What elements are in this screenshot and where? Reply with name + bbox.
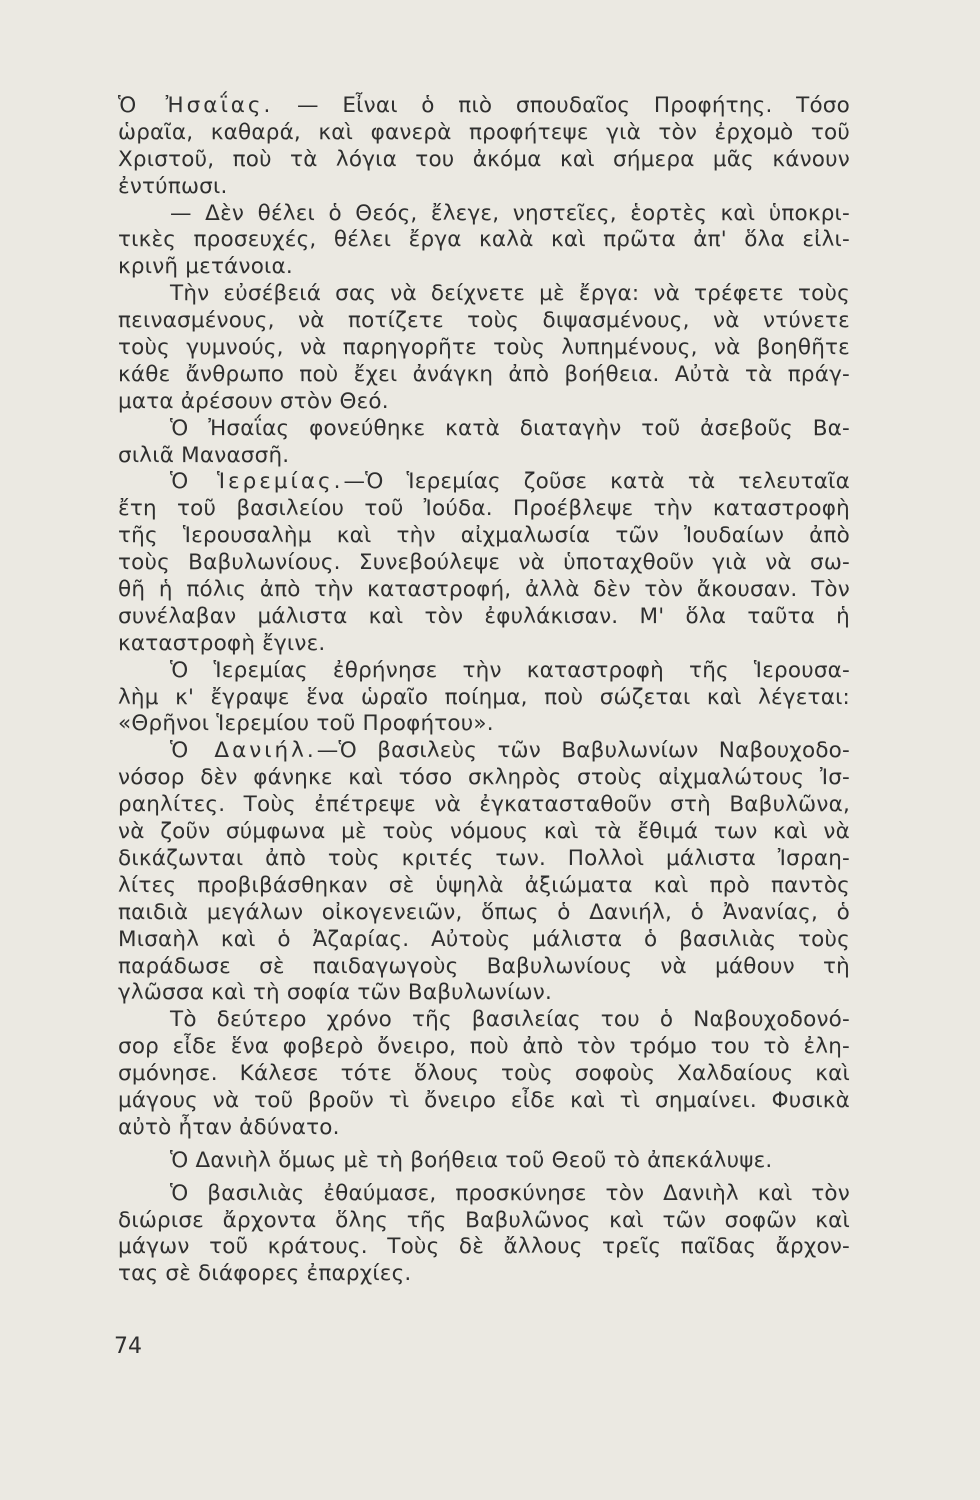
text-line: «Θρῆνοι Ἱερεμίου τοῦ Προφήτου». (118, 711, 494, 737)
text-line: σμόνησε. Κάλεσε τότε ὅλους τοὺς σοφοὺς Χαλδαίους καὶ (118, 1061, 850, 1087)
paragraph-dream (118, 1007, 850, 1141)
text-line: Τὸ δεύτερο χρόνο τῆς βασιλείας του ὁ Ναβουχοδονό- (170, 1007, 850, 1033)
text-line: Μισαὴλ καὶ ὁ Ἀζαρίας. Αὐτοὺς μάλιστα ὁ βασιλιὰς τοὺς (118, 926, 850, 952)
text-line: διώρισε ἄρχοντα ὅλης τῆς Βαβυλῶνος καὶ τῶν σοφῶν καὶ (118, 1207, 850, 1233)
text-line (118, 738, 850, 765)
text-line: μάγων τοῦ κράτους. Τοὺς δὲ ἄλλους τρεῖς παῖδας ἄρχον- (118, 1234, 850, 1260)
text-line-rest: —Ὁ βασιλεὺς τῶν Βαβυλωνίων Ναβουχοδο- (316, 738, 850, 764)
text-line: Ὁ βασιλιὰς ἐθαύμασε, προσκύνησε τὸν Δανιὴλ καὶ τὸν (170, 1180, 850, 1206)
text-line: πεινασμένους, νὰ ποτίζετε τοὺς διψασμένους, νὰ ντύνετε (118, 308, 850, 334)
text-line: παιδιὰ μεγάλων οἰκογενειῶν, ὅπως ὁ Δανιήλ, ὁ Ἀνανίας, ὁ (118, 899, 850, 925)
text-line: ἐντύπωσι. (118, 173, 228, 199)
paragraph-isaiah-quote (118, 201, 850, 282)
text-line: τικὲς προσευχές, θέλει ἔργα καλὰ καὶ πρῶτα ἀπ' ὅλα εἰλι- (118, 227, 850, 253)
text-line: σορ εἶδε ἕνα φοβερὸ ὄνειρο, ποὺ ἀπὸ τὸν τρόμο του τὸ ἐλη- (118, 1034, 850, 1060)
section-heading-name: Ὁ Ἱερεμίας. (170, 469, 344, 495)
text-line: νόσορ δὲν φάνηκε καὶ τόσο σκληρὸς στοὺς αἰχμαλώτους Ἰσ- (118, 765, 850, 791)
text-line: μάγους νὰ τοῦ βροῦν τὶ ὄνειρο εἶδε καὶ τὶ σημαίνει. Φυσικὰ (118, 1087, 850, 1113)
paragraph-daniel (118, 738, 850, 1007)
text-line: τας σὲ διάφορες ἐπαρχίες. (118, 1261, 412, 1287)
paragraph-rulers (118, 1181, 850, 1289)
text-line: παράδωσε σὲ παιδαγωγοὺς Βαβυλωνίους νὰ μάθουν τὴ (118, 953, 850, 979)
paragraph-revealed (118, 1148, 850, 1175)
paragraph-isaiah (118, 93, 850, 201)
text-line: γλῶσσα καὶ τὴ σοφία τῶν Βαβυλωνίων. (118, 980, 553, 1006)
text-line: — Δὲν θέλει ὁ Θεός, ἔλεγε, νηστεῖες, ἑορτὲς καὶ ὑποκρι- (170, 200, 850, 226)
text-line: Ὁ Ἱερεμίας ἐθρήνησε τὴν καταστροφὴ τῆς Ἱερουσα- (170, 657, 850, 683)
text-line: συνέλαβαν μάλιστα καὶ τὸν ἐφυλάκισαν. Μ' ὅλα ταῦτα ἡ (118, 603, 850, 629)
text-line (118, 469, 850, 496)
section-heading-name: Ὁ Ἠσαΐας. (118, 93, 274, 118)
text-line: κάθε ἄνθρωπο ποὺ ἔχει ἀνάγκη ἀπὸ βοήθεια. Αὐτὰ τὰ πράγ- (118, 361, 850, 387)
text-line-rest: —Ὁ Ἱερεμίας ζοῦσε κατὰ τὰ τελευταῖα (343, 469, 850, 495)
text-line-rest: — Εἶναι ὁ πιὸ σπουδαῖος Προφήτης. Τόσο (273, 93, 850, 118)
text-line: τῆς Ἱερουσαλὴμ καὶ τὴν αἰχμαλωσία τῶν Ἰουδαίων ἀπὸ (118, 523, 850, 549)
text-line: θῆ ἡ πόλις ἀπὸ τὴν καταστροφή, ἀλλὰ δὲν τὸν ἄκουσαν. Τὸν (118, 577, 850, 603)
text-line: ὡραῖα, καθαρά, καὶ φανερὰ προφήτεψε γιὰ τὸν ἐρχομὸ τοῦ (118, 119, 850, 145)
text-line: καταστροφὴ ἔγινε. (118, 630, 326, 656)
text-line: αὐτὸ ἦταν ἀδύνατο. (118, 1114, 340, 1140)
paragraph-jeremiah-lament (118, 658, 850, 739)
paragraph-isaiah-death (118, 416, 850, 470)
page-number: 74 (114, 1334, 142, 1359)
text-line: Τὴν εὐσέβειά σας νὰ δείχνετε μὲ ἔργα: νὰ τρέφετε τοὺς (170, 281, 850, 307)
paragraph-jeremiah (118, 469, 850, 657)
text-line: δικάζωνται ἀπὸ τοὺς κριτές των. Πολλοὶ μάλιστα Ἰσραη- (118, 845, 850, 871)
text-line: ἔτη τοῦ βασιλείου τοῦ Ἰούδα. Προέβλεψε τὴν καταστροφὴ (118, 496, 850, 522)
text-line: Χριστοῦ, ποὺ τὰ λόγια του ἀκόμα καὶ σήμερα μᾶς κάνουν (118, 146, 850, 172)
text-line: λὴμ κ' ἔγραψε ἕνα ὡραῖο ποίημα, ποὺ σώζεται καὶ λέγεται: (118, 684, 850, 710)
text-line: νὰ ζοῦν σύμφωνα μὲ τοὺς νόμους καὶ τὰ ἔθιμά των καὶ νὰ (118, 819, 850, 845)
text-line: Ὁ Δανιὴλ ὅμως μὲ τὴ βοήθεια τοῦ Θεοῦ τὸ ἀπεκάλυψε. (170, 1147, 773, 1173)
text-line: κρινῆ μετάνοια. (118, 254, 293, 280)
text-line: σιλιᾶ Μανασσῆ. (118, 442, 290, 468)
paragraph-isaiah-works (118, 281, 850, 415)
text-line: ματα ἀρέσουν στὸν Θεό. (118, 388, 389, 414)
text-line: λίτες προβιβάσθηκαν σὲ ὑψηλὰ ἀξιώματα καὶ πρὸ παντὸς (118, 872, 850, 898)
text-line: Ὁ Ἠσαΐας φονεύθηκε κατὰ διαταγὴν τοῦ ἀσεβοῦς Βα- (170, 415, 850, 441)
text-line: τοὺς γυμνούς, νὰ παρηγορῆτε τοὺς λυπημένους, νὰ βοηθῆτε (118, 335, 850, 361)
section-heading-name: Ὁ Δανιήλ. (170, 738, 317, 764)
page-body-text (118, 93, 850, 1288)
text-line: ραηλίτες. Τοὺς ἐπέτρεψε νὰ ἐγκατασταθοῦν στὴ Βαβυλῶνα, (118, 792, 850, 818)
text-line: τοὺς Βαβυλωνίους. Συνεβούλεψε νὰ ὑποταχθοῦν γιὰ νὰ σω- (118, 550, 850, 576)
text-line (118, 93, 850, 120)
